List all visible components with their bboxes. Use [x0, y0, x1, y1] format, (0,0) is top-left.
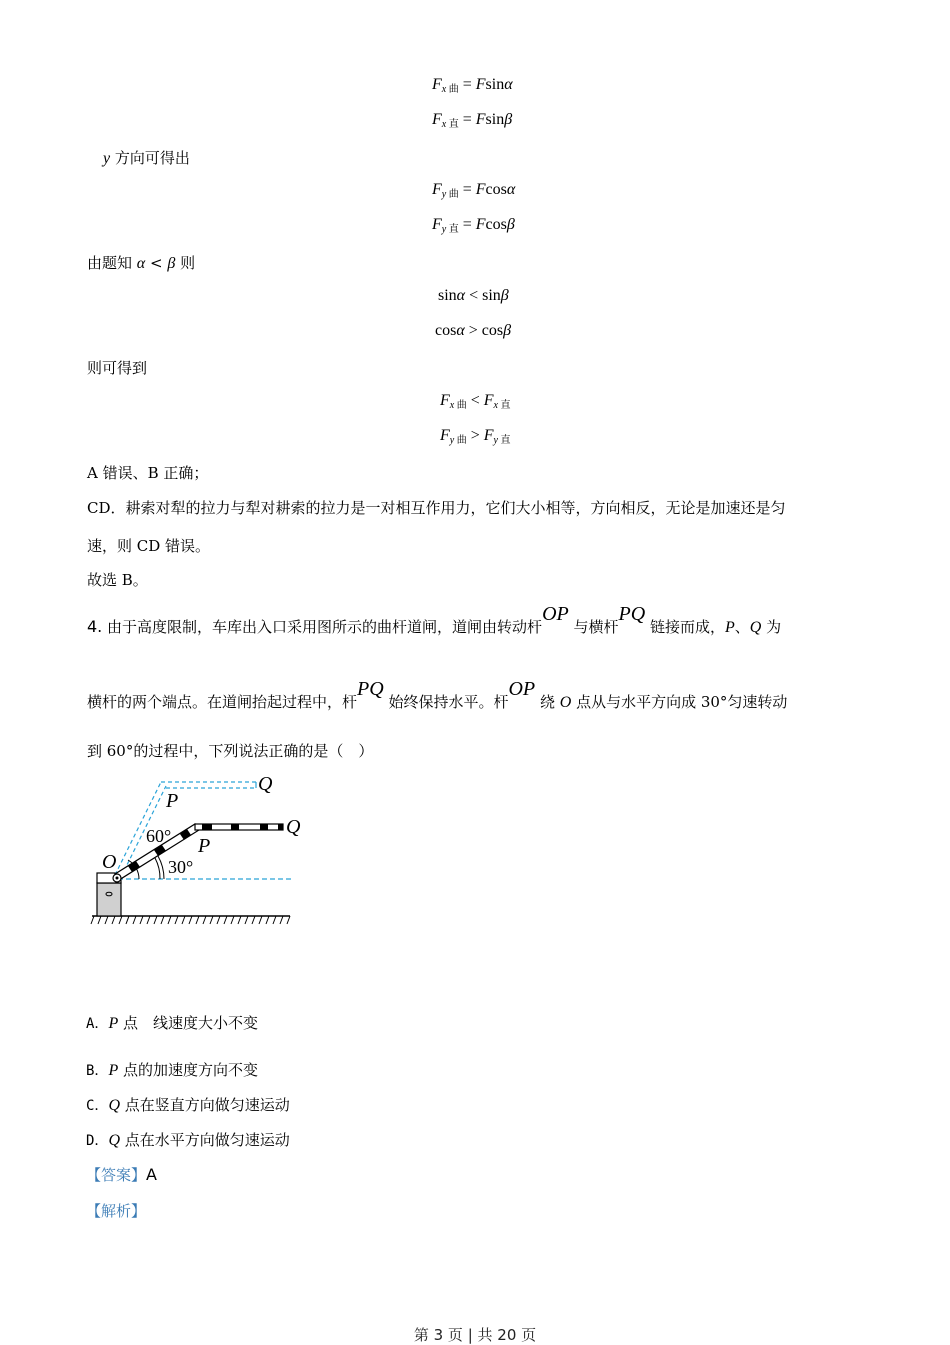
answer-value: A [146, 1165, 157, 1184]
option-d: D．Q 点在水平方向做匀速运动 [86, 1131, 290, 1149]
question-number: 4. [87, 617, 103, 636]
question-line3: 到 60°的过程中，下列说法正确的是（ ） [87, 742, 374, 760]
equation-fy-straight: Fy 直 = Fcosβ [432, 216, 515, 235]
option-a: A．P 点 线速度大小不变 [86, 1014, 259, 1032]
equation-fx-curved: Fx 曲 = Fsinα [432, 76, 513, 95]
label-p-low: P [198, 835, 211, 857]
equation-fy-curved: Fy 曲 = Fcosα [432, 181, 516, 200]
gate-post [97, 883, 121, 916]
answer-label: 【答案】 [86, 1166, 147, 1184]
option-b: B．P 点的加速度方向不变 [86, 1061, 259, 1079]
cd-explanation-line1: CD．耕索对犁的拉力与犁对耕索的拉力是一对相互作用力，它们大小相等，方向相反，无论是加速还是匀 [87, 499, 786, 517]
barrier-gate-figure [88, 768, 313, 928]
conclusion-ab: A 错误、B 正确； [87, 464, 209, 482]
inequality-sin: sinα < sinβ [438, 287, 509, 304]
inequality-fx: Fx 曲 < Fx 直 [440, 392, 511, 411]
analysis-label: 【解析】 [86, 1202, 147, 1220]
label-q-low: Q [286, 816, 301, 838]
page-footer: 第 3 页 | 共 20 页 [413, 1326, 537, 1344]
answer-line [86, 1164, 157, 1185]
inequality-cos: cosα > cosβ [435, 322, 512, 339]
label-q-high: Q [258, 773, 273, 795]
question-line1: 4. 由于高度限制，车库出入口采用图所示的曲杆道闸，道闸由转动杆OP 与横杆PQ 链接而成，P、Q 为 [87, 603, 782, 636]
label-angle-60: 60° [146, 826, 172, 846]
cd-explanation-line2: 速，则 CD 错误。 [87, 537, 211, 555]
question-line2: 横杆的两个端点。在道闸抬起过程中，杆PQ 始终保持水平。杆OP 绕 O 点从与水平方向成 30°匀速转动 [87, 678, 788, 711]
equation-fx-straight: Fx 直 = Fsinβ [432, 111, 513, 130]
label-o: O [102, 851, 117, 873]
inequality-fy: Fy 曲 > Fy 直 [440, 427, 511, 446]
label-p-high: P [166, 790, 179, 812]
option-c: C．Q 点在竖直方向做匀速运动 [86, 1096, 290, 1114]
given-condition-text: 由题知 α < β 则 [87, 254, 196, 272]
y-direction-text: y 方向可得出 [103, 149, 190, 167]
then-text: 则可得到 [87, 359, 148, 377]
final-choice: 故选 B。 [87, 571, 148, 589]
label-angle-30: 30° [168, 857, 194, 877]
